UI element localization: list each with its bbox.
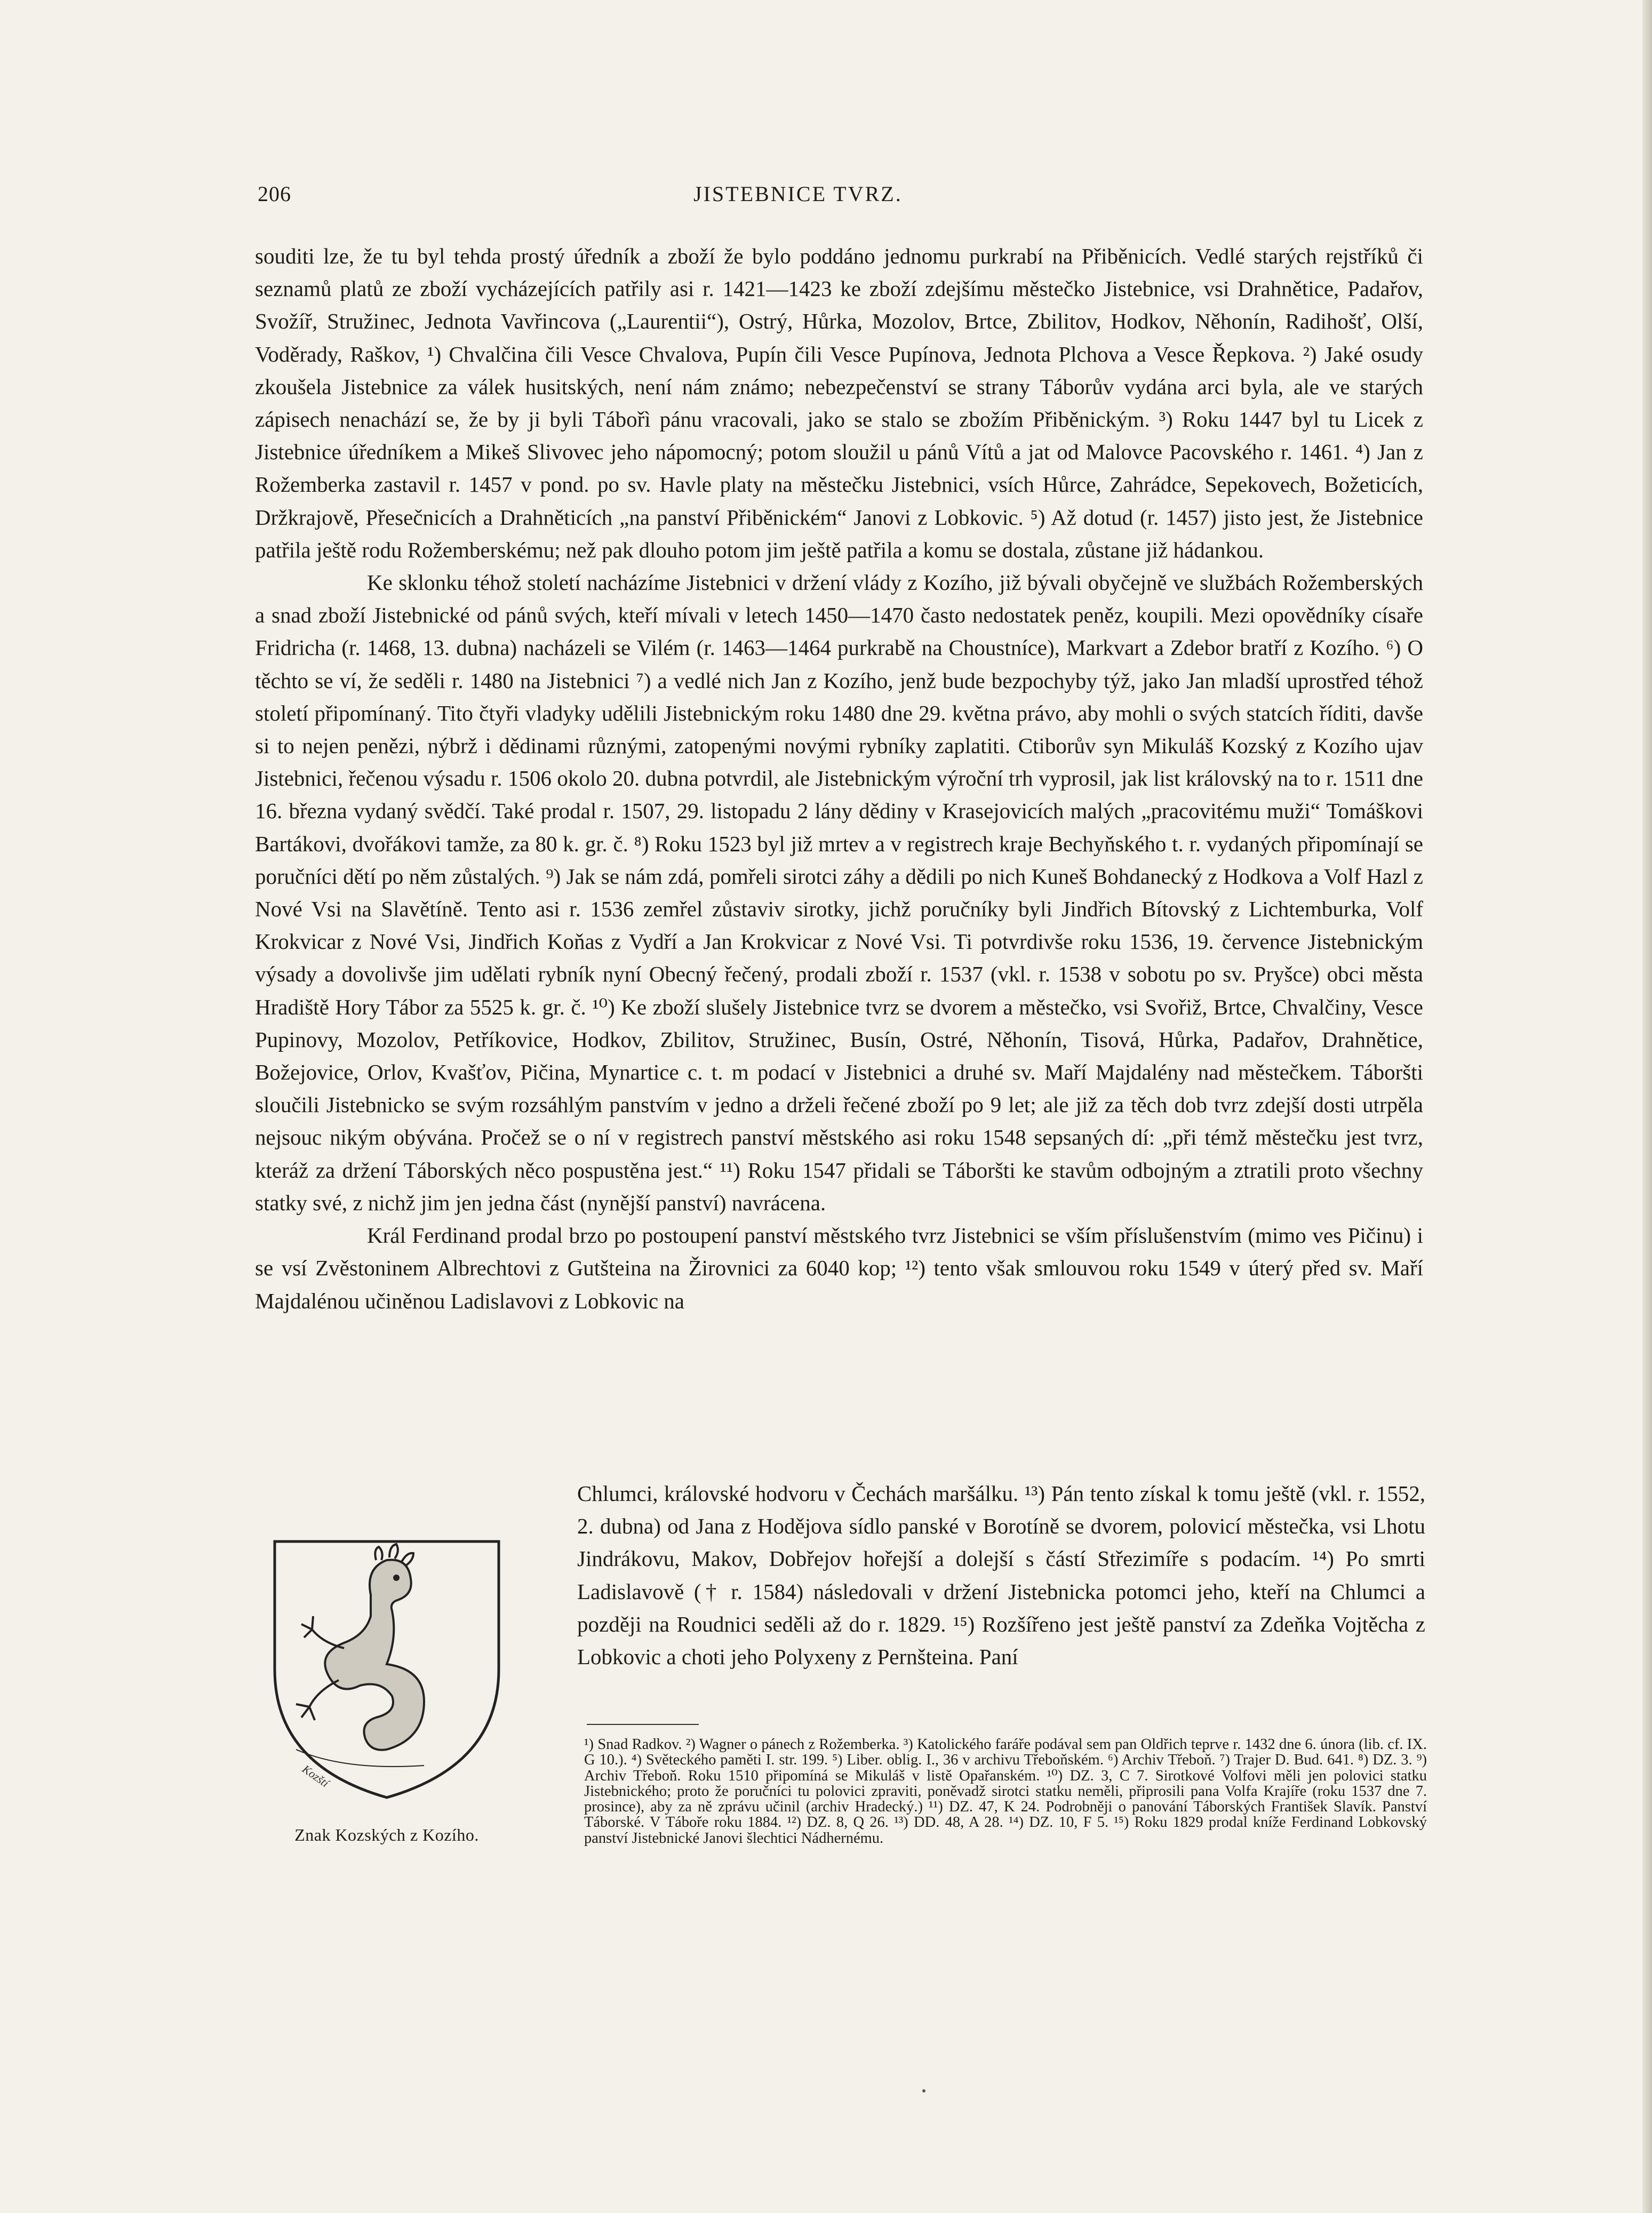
page-edge bbox=[1642, 0, 1652, 2213]
page-number: 206 bbox=[258, 182, 291, 206]
coat-signature: Kozští bbox=[300, 1762, 332, 1790]
coat-of-arms-icon bbox=[264, 1536, 509, 1803]
paragraph-3-continued: Chlumci, královské hodvoru v Čechách maršálku. ¹³) Pán tento získal k tomu ještě (vkl. r. 1552, 2. dubna) od Jana z Hodějova sídlo panské v Borotíně se dvorem, polovicí městečka, vsi Lhotu Jindrákovu, Makov, Dobřejov hořejší a dolejší s částí Střezimíře s podacím. ¹⁴) Po smrti Ladislavově († r. 1584) následovali v držení Jistebnicka potomci jeho, kteří na Chlumci a později na Roudnici seděli až do r. 1829. ¹⁵) Rozšířeno jest ještě panství za Zdeňka Vojtěcha z Lobkovic a choti jeho Polyxeny z Pernšteina. Paní bbox=[577, 1481, 1425, 1669]
main-text bbox=[255, 240, 1423, 1317]
paragraph-2: Ke sklonku téhož století nacházíme Jistebnici v držení vlády z Kozího, již bývali obyčejně ve službách Rožemberských a snad zboží Jistebnické od pánů svých, kteří mívali v letech 1450—1470 často nedostatek peněz, koupili. Mezi opovědníky císaře Fridricha (r. 1468, 13. dubna) nacházeli se Vilém (r. 1463—1464 purkrabě na Choustníce), Markvart a Zdebor bratří z Kozího. ⁶) O těchto se ví, že seděli r. 1480 na Jistebnici ⁷) a vedlé nich Jan z Kozího, jenž bude bezpochyby týž, jako Jan mladší uprostřed téhož století připomínaný. Tito čtyři vladyky udělili Jistebnickým roku 1480 dne 29. května právo, aby mohli o svých statcích říditi, davše si to nejen penězi, nýbrž i dědinami různými, zatopenými novými rybníky zaplatiti. Ctiborův syn Mikuláš Kozský z Kozího ujav Jistebnici, řečenou výsadu r. 1506 okolo 20. dubna potvrdil, ale Jistebnickým výroční trh vyprosil, jak list královský na to r. 1511 dne 16. března vydaný svědčí. Také prodal r. 1507, 29. listopadu 2 lány dědiny v Krasejovicích malých „pracovitému muži“ Tomáškovi Bartákovi, dvořákovi tamže, za 80 k. gr. č. ⁸) Roku 1523 byl již mrtev a v registrech kraje Bechyňského t. r. vydaných připomínají se poručníci dětí po něm zůstalých. ⁹) Jak se nám zdá, pomřeli sirotci záhy a dědili po nich Kuneš Bohdanecký z Hodkova a Volf Hazl z Nové Vsi na Slavětíně. Tento asi r. 1536 zemřel zůstaviv sirotky, jichž poručníky byli Jindřich Bítovský z Lichtemburka, Volf Krokvicar z Nové Vsi, Jindřich Koňas z Vydří a Jan Krokvicar z Nové Vsi. Ti potvrdivše roku 1536, 19. července Jistebnickým výsady a dovolivše jim udělati rybník nyní Obecný řečený, prodali zboží r. 1537 (vkl. r. 1538 v sobotu po sv. Pryšce) obci města Hradiště Hory Tábor za 5525 k. gr. č. ¹⁰) Ke zboží slušely Jistebnice tvrz se dvorem a městečko, vsi Svořiž, Brtce, Chvalčiny, Vesce Pupinovy, Mozolov, Petříkovice, Hodkov, Zbilitov, Stružinec, Busín, Ostré, Něhonín, Tisová, Hůrka, Padařov, Drahnětice, Božejovice, Orlov, Kvašťov, Pičina, Mynartice c. t. m podací v Jistebnici a druhé sv. Maří Majdalény nad městečkem. Táboršti sloučili Jistebnicko se svým rozsáhlým panstvím v jedno a drželi řečené zboží po 9 let; ale již za těch dob tvrz zdejší dosti utrpěla nejsouc nikým obývána. Pročež se o ní v registrech panství městského asi roku 1548 sepsaných dí: „při témž městečku jest tvrz, kteráž za držení Táborských něco pospustěna jest.“ ¹¹) Roku 1547 přidali se Táboršti ke stavům odbojným a ztratili proto všechny statky své, z nichž jim jen jedna část (nynější panství) navrácena. bbox=[255, 570, 1423, 1215]
print-mark bbox=[922, 2089, 925, 2092]
paragraph-3: Král Ferdinand prodal brzo po postoupení panství městského tvrz Jistebnici se vším příslušenstvím (mimo ves Pičinu) i se vsí Zvěstoninem Albrechtovi z Gutšteina na Žirovnici za 6040 kop; ¹²) tento však smlouvou roku 1549 v úterý před sv. Maří Majdalénou učiněnou Ladislavovi z Lobkovic na bbox=[255, 1223, 1423, 1313]
figure-caption: Znak Kozských z Kozího. bbox=[294, 1825, 479, 1844]
footnote-rule bbox=[587, 1724, 699, 1725]
coat-of-arms-figure bbox=[243, 1536, 531, 1845]
running-title: JISTEBNICE TVRZ. bbox=[693, 182, 903, 206]
footnotes: ¹) Snad Radkov. ²) Wagner o pánech z Rožemberka. ³) Katolického faráře podával sem pan Oldřich teprve r. 1432 dne 6. února (lib. cf. IX. G 10.). ⁴) Světeckého paměti I. str. 199. ⁵) Liber. oblig. I., 36 v archivu Třeboňském. ⁶) Archiv Třeboň. ⁷) Trajer D. Bud. 641. ⁸) DZ. 3. ⁹) Archiv Třeboň. Roku 1510 připomíná se Mikuláš v listě Opařanském. ¹⁰) DZ. 3, C 7. Sirotkové Volfovi měli jen polovici statku Jistebnického; proto že poručníci tu polovici zpraviti, poněvadž sirotci statku neměli, připrosili pana Volfa Krajíře (roku 1537 dne 7. prosince), aby za ně zprávu učinil (archiv Hradecký.) ¹¹) DZ. 47, K 24. Podrobněji o panování Táborských František Slavík. Panství Táborské. V Táboře roku 1884. ¹²) DZ. 8, Q 26. ¹³) DD. 48, A 28. ¹⁴) DZ. 10, F 5. ¹⁵) Roku 1829 prodal kníže Ferdinand Lobkovský panství Jistebnické Janovi šlechtici Nádhernému. bbox=[584, 1736, 1427, 1847]
paragraph-1: souditi lze, že tu byl tehda prostý úředník a zboží že bylo poddáno jednomu purkrabí na Přiběnicích. Vedlé starých rejstříků či seznamů platů ze zboží vycházejících patřily asi r. 1421—1423 ke zboží zdejšímu městečko Jistebnice, vsi Drahnětice, Padařov, Svožíř, Stružinec, Jednota Vavřincova („Laurentii“), Ostrý, Hůrka, Mozolov, Brtce, Zbilitov, Hodkov, Něhonín, Radihošť, Olší, Voděrady, Raškov, ¹) Chvalčina čili Vesce Chvalova, Pupín čili Vesce Pupínova, Jednota Plchova a Vesce Řepkova. ²) Jaké osudy zkoušela Jistebnice za válek husitských, není nám známo; nebezpečenství se strany Táborův vydána arci byla, ale ve starých zápisech nenachází se, že by ji byli Tábořì pánu vracovali, jako se stalo se zbožím Přiběnickým. ³) Roku 1447 byl tu Licek z Jistebnice úředníkem a Mikeš Slivovec jeho nápomocný; potom sloužil u pánů Vítů a jat od Malovce Pacovského r. 1461. ⁴) Jan z Rožemberka zastavil r. 1457 v pond. po sv. Havle platy na městečku Jistebnici, vsích Hůrce, Zahrádce, Sepekovech, Božeticích, Držkrajově, Přesečnicích a Drahněticích „na panství Přiběnickém“ Janovi z Lobkovic. ⁵) Až dotud (r. 1457) jisto jest, že Jistebnice patřila ještě rodu Rožemberskému; než pak dlouho potom jim ještě patřila a komu se dostala, zůstane již hádankou. bbox=[255, 244, 1423, 562]
